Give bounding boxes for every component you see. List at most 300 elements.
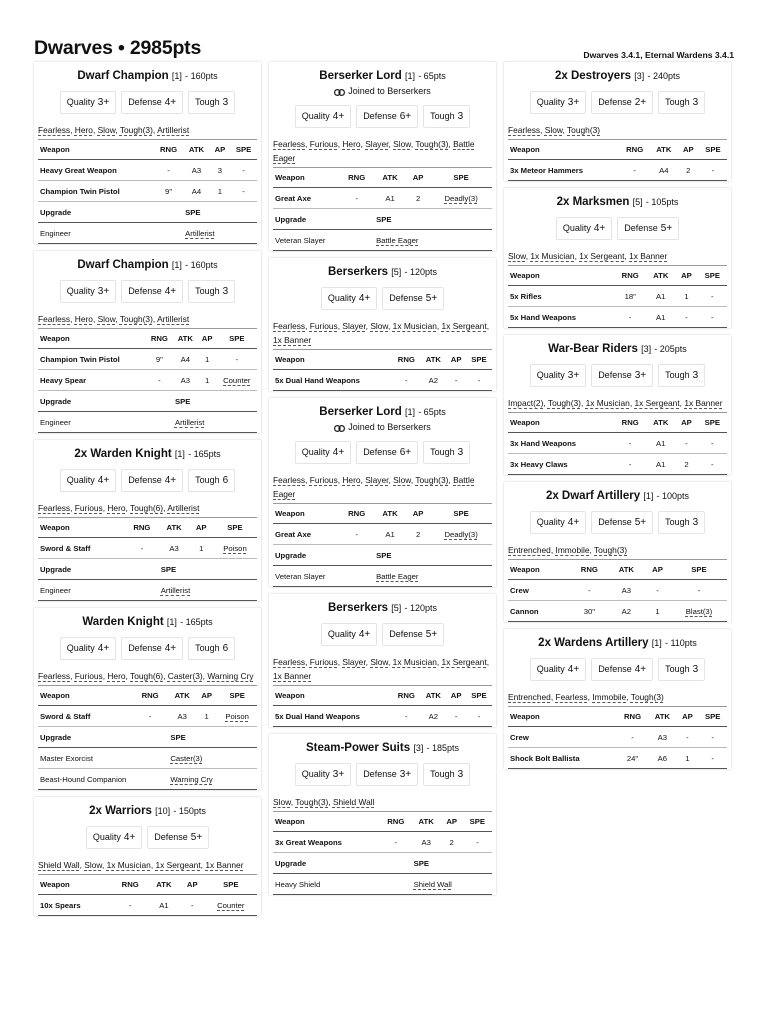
- weapon-table: [508, 266, 727, 328]
- weapon-header-row: [508, 560, 727, 580]
- unit-card: [269, 62, 496, 251]
- unit-size: [5]: [632, 197, 643, 207]
- weapon-cell: [38, 160, 154, 181]
- column-header: SPE: [430, 168, 492, 188]
- weapon-cell-text: A1: [656, 291, 666, 301]
- special-rule: Slow: [97, 125, 116, 135]
- stat-quality: [530, 364, 586, 387]
- column-header: Weapon: [38, 329, 146, 349]
- weapon-cell-text: Great Axe: [275, 529, 312, 539]
- stat-value: 6+: [399, 447, 412, 458]
- weapon-cell-text: -: [686, 732, 689, 742]
- unit-name: 2x Wardens Artillery: [538, 637, 649, 649]
- special-rule: Entrenched: [508, 692, 551, 702]
- special-rule: 1x Musician: [530, 251, 575, 261]
- special-rule: Slow: [393, 139, 411, 149]
- column-header: RNG: [614, 413, 646, 433]
- weapon-cell: [609, 580, 644, 601]
- weapon-cell-text: -: [711, 732, 714, 742]
- weapon-cell-text: Champion Twin Pistol: [40, 186, 120, 196]
- unit-title: [38, 616, 257, 628]
- weapon-cell-text: A3: [421, 837, 431, 847]
- weapon-cell-text: -: [394, 837, 398, 847]
- upgrade-name: Veteran Slayer: [273, 230, 374, 251]
- upgrade-spe-header: SPE: [412, 853, 492, 874]
- special-rule: Tough(3): [594, 545, 628, 555]
- special-rules: Shield Wall, Slow, 1x Musician, 1x Sergeant, 1x Banner: [38, 858, 257, 875]
- special-rule: Tough(3): [547, 398, 581, 408]
- weapon-cell: [180, 895, 205, 916]
- upgrade-rule-cell: [173, 412, 257, 433]
- stat-value: 3: [457, 769, 464, 780]
- weapon-cell-text: -: [405, 375, 408, 385]
- unit-card: [504, 629, 731, 769]
- special-rule: Immobile: [592, 692, 627, 702]
- stat-tough: [188, 280, 235, 303]
- stat-tough: [188, 469, 235, 492]
- weapon-cell: [38, 706, 132, 727]
- weapon-cell-text: Blast(3): [685, 606, 713, 616]
- stat-value: 6: [222, 643, 229, 654]
- weapon-cell-text: 10x Spears: [40, 900, 81, 910]
- special-rules: Impact(2), Tough(3), 1x Musician, 1x Sergeant, 1x Banner: [508, 396, 727, 413]
- weapon-cell: [406, 524, 430, 545]
- weapon-cell-text: Great Axe: [275, 193, 312, 203]
- weapon-cell: [230, 181, 257, 202]
- unit-name: Berserker Lord: [319, 70, 402, 82]
- unit-title: [273, 406, 492, 418]
- unit-points: - 100pts: [656, 491, 690, 501]
- weapon-cell-text: 5x Dual Hand Weapons: [275, 711, 360, 721]
- weapon-cell: [678, 160, 699, 181]
- weapon-table: [273, 350, 492, 391]
- unit-title: [508, 70, 727, 82]
- upgrade-rule-cell: [183, 223, 257, 244]
- upgrade-rule-cell: [168, 769, 257, 790]
- weapon-table: [508, 413, 727, 475]
- weapon-header-row: [273, 812, 492, 832]
- column-header: ATK: [148, 875, 180, 895]
- stat-quality: [295, 441, 351, 464]
- stat-value: 4+: [164, 286, 177, 297]
- weapon-cell-text: 5x Rifles: [510, 291, 542, 301]
- weapon-cell-text: -: [405, 711, 408, 721]
- special-rule: Furious: [74, 671, 103, 681]
- weapon-header-row: [273, 686, 492, 706]
- weapon-cell: [646, 307, 675, 328]
- stat-row: [508, 658, 727, 681]
- weapon-cell: [380, 832, 412, 853]
- upgrade-header-row: [273, 853, 492, 874]
- weapon-row: [273, 706, 492, 727]
- column-header: AP: [441, 812, 463, 832]
- weapon-cell: [675, 433, 697, 454]
- special-rules: Fearless, Slow, Tough(3): [508, 123, 727, 140]
- weapon-table: [38, 875, 257, 916]
- column-header: Weapon: [508, 413, 614, 433]
- unit-title: [508, 343, 727, 355]
- weapon-cell-text: 1: [684, 291, 689, 301]
- special-rule: Slow: [370, 321, 389, 331]
- weapon-cell-text: -: [477, 375, 481, 385]
- stat-defense: [147, 826, 209, 849]
- special-rule: Tough(6): [130, 503, 164, 513]
- weapon-cell-text: Deadly(3): [444, 193, 478, 203]
- stat-label: Tough: [195, 475, 220, 485]
- column-header: RNG: [380, 812, 412, 832]
- upgrade-spe-header: SPE: [168, 727, 257, 748]
- stat-label: Quality: [301, 769, 330, 779]
- weapon-cell: [609, 601, 644, 622]
- special-rule: 1x Musician: [392, 657, 437, 667]
- weapon-cell-text: 30": [583, 606, 595, 616]
- weapon-cell: [671, 601, 727, 622]
- weapon-cell-text: -: [628, 438, 632, 448]
- unit-size: [3]: [634, 71, 645, 81]
- weapon-cell: [698, 307, 727, 328]
- unit-column: [504, 62, 731, 776]
- stat-label: Quality: [536, 370, 565, 380]
- unit-points: - 65pts: [418, 407, 446, 417]
- weapon-cell-text: 24": [626, 753, 639, 763]
- stat-row: [273, 105, 492, 128]
- stat-label: Quality: [536, 517, 565, 527]
- unit-card: [504, 335, 731, 475]
- stat-tough: [658, 91, 705, 114]
- stat-row: [38, 91, 257, 114]
- weapon-cell: [466, 706, 492, 727]
- weapon-cell-text: 1: [205, 375, 210, 385]
- stat-row: [273, 623, 492, 646]
- column-header: SPE: [205, 875, 257, 895]
- stat-value: 3: [692, 517, 699, 528]
- weapon-cell-text: -: [476, 837, 479, 847]
- stat-defense: [356, 763, 418, 786]
- column-header: RNG: [113, 875, 148, 895]
- joined-note: [273, 422, 492, 432]
- stat-quality: [60, 637, 116, 660]
- weapon-cell: [648, 748, 676, 769]
- upgrade-rule-cell: [374, 230, 492, 251]
- column-header: ATK: [609, 560, 644, 580]
- weapon-cell: [189, 538, 212, 559]
- special-rule: Slow: [544, 125, 563, 135]
- column-header: SPE: [463, 812, 492, 832]
- weapon-row: [38, 181, 257, 202]
- weapon-header-row: [273, 504, 492, 524]
- weapon-cell-text: Champion Twin Pistol: [40, 354, 120, 364]
- weapon-cell: [273, 832, 380, 853]
- special-rule: Fearless: [508, 125, 541, 135]
- weapon-row: [508, 580, 727, 601]
- unit-points: - 160pts: [185, 260, 218, 270]
- weapon-cell-text: -: [685, 438, 688, 448]
- stat-value: 4+: [332, 111, 345, 122]
- weapon-cell-text: A1: [656, 312, 666, 322]
- weapon-cell: [570, 601, 609, 622]
- special-rule: Furious: [309, 475, 338, 485]
- upgrade-rule: Battle Eager: [376, 235, 419, 245]
- weapon-table: [38, 686, 257, 790]
- upgrade-rule-cell: [412, 874, 492, 895]
- stat-label: Quality: [562, 223, 591, 233]
- weapon-row: [38, 160, 257, 181]
- unit-title: [38, 259, 257, 271]
- unit-size: [1]: [404, 407, 415, 417]
- column-header: Weapon: [273, 686, 392, 706]
- special-rule: 1x Banner: [684, 398, 723, 408]
- weapon-cell: [508, 748, 617, 769]
- column-header: ATK: [650, 140, 678, 160]
- weapon-row: [38, 895, 257, 916]
- stat-value: 3: [692, 664, 699, 675]
- stat-value: 4+: [634, 664, 647, 675]
- unit-card: [34, 440, 261, 601]
- upgrade-row: [38, 412, 257, 433]
- unit-title: [273, 602, 492, 614]
- weapon-cell: [159, 538, 190, 559]
- special-rule: Tough(3): [119, 125, 153, 135]
- weapon-cell: [614, 433, 646, 454]
- special-rule: Artillerist: [167, 503, 200, 513]
- stat-quality: [556, 217, 612, 240]
- unit-size: [3]: [641, 344, 652, 354]
- joined-note: [273, 86, 492, 96]
- upgrade-row: [273, 230, 492, 251]
- weapon-row: [273, 188, 492, 209]
- stat-tough: [658, 658, 705, 681]
- special-rule: Fearless: [38, 125, 71, 135]
- unit-name: 2x Marksmen: [556, 196, 630, 208]
- special-rule: 1x Sergeant: [441, 657, 487, 667]
- unit-name: Steam-Power Suits: [305, 742, 411, 754]
- weapon-cell-text: 1: [204, 711, 209, 721]
- weapon-cell-text: 1: [685, 753, 690, 763]
- upgrade-header-row: [273, 209, 492, 230]
- weapon-cell-text: -: [633, 165, 636, 175]
- weapon-row: [508, 307, 727, 328]
- weapon-row: [38, 370, 257, 391]
- stat-row: [38, 637, 257, 660]
- column-header: SPE: [217, 686, 257, 706]
- stat-label: Tough: [430, 769, 455, 779]
- column-header: SPE: [466, 686, 492, 706]
- column-header: ATK: [173, 329, 198, 349]
- special-rules: Fearless, Furious, Hero, Slayer, Slow, Tough(3), Battle Eager: [273, 137, 492, 168]
- column-header: AP: [446, 350, 466, 370]
- weapon-table: [273, 504, 492, 587]
- upgrade-rule: Artillerist: [185, 228, 215, 238]
- special-rule: Fearless: [273, 657, 306, 667]
- upgrade-row: [38, 223, 257, 244]
- upgrade-row: [38, 769, 257, 790]
- unit-columns: [34, 62, 734, 923]
- army-title: Dwarves • 2985pts: [34, 37, 202, 59]
- special-rule: Furious: [74, 503, 103, 513]
- weapon-cell-text: -: [242, 186, 245, 196]
- weapon-cell-text: -: [190, 900, 194, 910]
- special-rule: Shield Wall: [332, 797, 375, 807]
- upgrade-spe-header: SPE: [183, 202, 257, 223]
- unit-title: [38, 805, 257, 817]
- special-rule: Slow: [370, 657, 389, 667]
- weapon-cell-text: A1: [656, 438, 666, 448]
- column-header: AP: [446, 686, 466, 706]
- weapon-cell-text: Heavy Great Weapon: [40, 165, 117, 175]
- weapon-cell-text: A2: [428, 711, 439, 721]
- special-rule: Fearless: [38, 671, 71, 681]
- special-rules: Entrenched, Fearless, Immobile, Tough(3): [508, 690, 727, 707]
- stat-tough: [658, 364, 705, 387]
- stat-defense: [356, 105, 418, 128]
- weapon-cell: [644, 580, 671, 601]
- upgrade-row: [273, 874, 492, 895]
- upgrade-header-row: [38, 391, 257, 412]
- weapon-row: [38, 538, 257, 559]
- weapon-table: [508, 560, 727, 622]
- stat-label: Quality: [301, 111, 330, 121]
- weapon-cell: [38, 370, 146, 391]
- stat-value: 4+: [97, 643, 110, 654]
- upgrade-header-row: [38, 202, 257, 223]
- special-rule: Tough(3): [119, 314, 153, 324]
- column-header: SPE: [217, 329, 257, 349]
- unit-size: [1]: [651, 638, 662, 648]
- unit-size: [1]: [643, 491, 654, 501]
- column-header: Weapon: [273, 504, 339, 524]
- upgrade-label: Upgrade: [38, 727, 168, 748]
- special-rules: Fearless, Furious, Slayer, Slow, 1x Musician, 1x Sergeant, 1x Banner: [273, 319, 492, 350]
- stat-tough: [188, 637, 235, 660]
- weapon-cell-text: A2: [621, 606, 632, 616]
- stat-tough: [658, 511, 705, 534]
- special-rule: Fearless: [273, 321, 306, 331]
- special-rule: Fearless: [38, 503, 71, 513]
- unit-name: Berserkers: [327, 266, 389, 278]
- stat-value: 3: [222, 286, 229, 297]
- stat-label: Quality: [327, 629, 356, 639]
- weapon-cell-text: -: [711, 438, 714, 448]
- weapon-header-row: [38, 875, 257, 895]
- weapon-cell: [617, 727, 648, 748]
- stat-value: 4+: [332, 447, 345, 458]
- stat-quality: [86, 826, 142, 849]
- special-rule: 1x Sergeant: [634, 398, 680, 408]
- weapon-cell-text: A4: [191, 186, 202, 196]
- weapon-cell-text: 9": [155, 354, 163, 364]
- page-header: [34, 0, 734, 62]
- upgrade-name: Engineer: [38, 580, 159, 601]
- stat-defense: [382, 287, 444, 310]
- weapon-cell-text: 3x Great Weapons: [275, 837, 342, 847]
- weapon-cell-text: A3: [621, 585, 632, 595]
- stat-defense: [356, 441, 418, 464]
- stat-quality: [321, 287, 377, 310]
- special-rule: Fearless: [273, 139, 306, 149]
- weapon-cell-text: A3: [180, 375, 191, 385]
- column-header: SPE: [699, 140, 727, 160]
- column-header: RNG: [146, 329, 173, 349]
- stat-quality: [295, 763, 351, 786]
- weapon-cell: [38, 895, 113, 916]
- stat-label: Defense: [128, 97, 162, 107]
- unit-points: - 150pts: [173, 806, 206, 816]
- column-header: AP: [180, 875, 205, 895]
- weapon-cell: [154, 181, 183, 202]
- weapon-cell: [406, 188, 430, 209]
- weapon-cell: [38, 349, 146, 370]
- weapon-header-row: [273, 168, 492, 188]
- weapon-cell-text: -: [711, 165, 715, 175]
- weapon-cell-text: -: [711, 459, 714, 469]
- unit-card: [504, 62, 731, 181]
- unit-title: [508, 490, 727, 502]
- upgrade-header-row: [38, 727, 257, 748]
- stat-label: Quality: [536, 664, 565, 674]
- stat-value: 3: [222, 97, 229, 108]
- column-header: AP: [675, 413, 697, 433]
- stat-defense: [121, 91, 183, 114]
- weapon-cell-text: 2: [449, 837, 454, 847]
- weapon-cell-text: -: [355, 193, 358, 203]
- stat-label: Tough: [665, 664, 690, 674]
- weapon-cell: [650, 160, 678, 181]
- weapon-cell-text: Deadly(3): [444, 529, 478, 539]
- unit-size: [10]: [155, 806, 171, 816]
- weapon-cell: [125, 538, 159, 559]
- special-rules: Entrenched, Immobile, Tough(3): [508, 543, 727, 560]
- column-header: ATK: [648, 707, 676, 727]
- special-rules: Fearless, Hero, Slow, Tough(3), Artillerist: [38, 123, 257, 140]
- weapon-cell-text: 2: [684, 459, 689, 469]
- weapon-cell-text: -: [711, 291, 714, 301]
- weapon-cell-text: -: [140, 543, 144, 553]
- special-rule: Hero: [107, 671, 126, 681]
- weapon-row: [38, 706, 257, 727]
- weapon-cell-text: 1: [205, 354, 210, 364]
- stat-label: Defense: [598, 370, 632, 380]
- upgrade-rule-cell: [168, 748, 257, 769]
- unit-title: [38, 70, 257, 82]
- unit-card: [269, 398, 496, 587]
- special-rule: Battle Eager: [273, 475, 475, 499]
- stat-label: Quality: [66, 97, 95, 107]
- column-header: RNG: [125, 518, 159, 538]
- weapon-cell: [699, 160, 727, 181]
- weapon-row: [508, 727, 727, 748]
- weapon-cell: [644, 601, 671, 622]
- column-header: ATK: [374, 504, 406, 524]
- weapon-cell-text: -: [454, 375, 458, 385]
- stat-defense: [617, 217, 679, 240]
- weapon-cell-text: -: [631, 732, 634, 742]
- special-rule: 1x Musician: [392, 321, 437, 331]
- weapon-cell-text: A4: [659, 165, 669, 175]
- weapon-table: [508, 140, 727, 181]
- unit-size: [1]: [171, 260, 182, 270]
- weapon-cell: [570, 580, 609, 601]
- weapon-cell: [614, 307, 646, 328]
- special-rule: Slow: [273, 797, 291, 807]
- unit-size: [5]: [391, 267, 402, 277]
- weapon-cell: [508, 286, 614, 307]
- stat-value: 4+: [358, 293, 371, 304]
- unit-card: [504, 482, 731, 622]
- special-rule: Fearless: [273, 475, 306, 485]
- weapon-cell-text: 1: [655, 606, 660, 616]
- stat-label: Quality: [66, 475, 95, 485]
- weapon-cell: [648, 727, 676, 748]
